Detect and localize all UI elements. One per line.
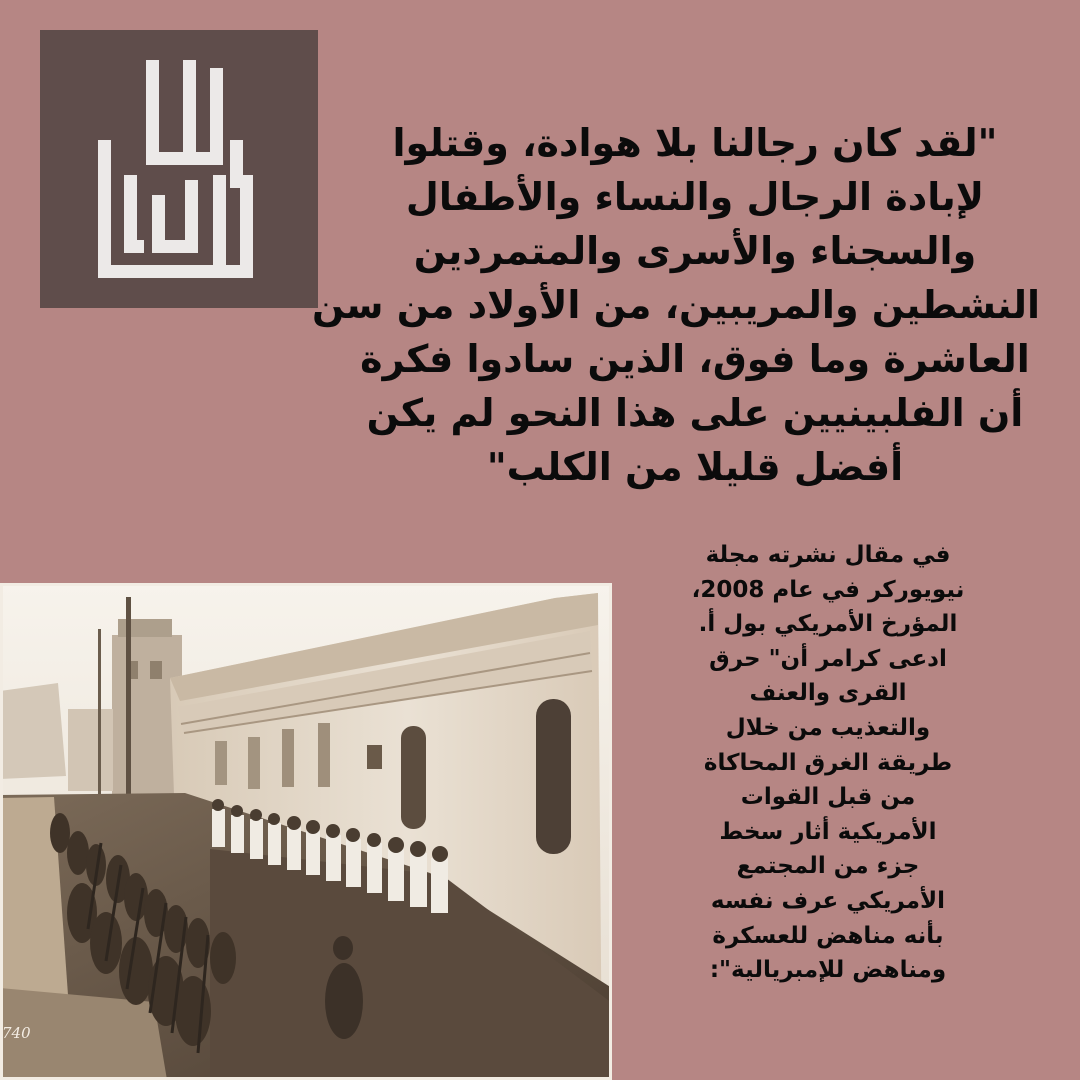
caption-line: المؤرخ الأمريكي بول أ. [698,611,958,638]
caption-line: الأمريكي عرف نفسه [710,887,946,914]
logo [40,30,318,308]
caption-line: والتعذيب من خلال [725,714,931,741]
caption-line: ومناهض للإمبريالية": [709,957,947,984]
caption-line: الأمريكية أثار سخط [719,818,937,845]
caption-line: بأنه مناهض للعسكرة [712,922,944,949]
photo-scene-illustration [0,583,612,1080]
photo-number: 740 [2,1024,31,1042]
caption-line: جزء من المجتمع [736,853,920,880]
quote-line: لإبادة الرجال والنساء والأطفال [405,175,985,219]
quote-line: "لقد كان رجالنا بلا هوادة، وقتلوا [392,121,998,165]
caption-line: في مقال نشرته مجلة [705,542,951,568]
calligraphy-logo-icon [40,30,318,308]
quote-line: أفضل قليلا من الكلب" [486,445,904,489]
caption-line: طريقة الغرق المحاكاة [703,749,953,776]
quote-line: والسجناء والأسرى والمتمردين [413,229,977,273]
quote-line: أن الفلبينيين على هذا النحو لم يكن [366,391,1024,435]
caption-line: نيويوركر في عام 2008، [691,576,965,603]
quote-line: العاشرة وما فوق، الذين سادوا فكرة [360,337,1030,381]
caption-line: ادعى كرامر أن" حرق [709,645,947,672]
caption-line: القرى والعنف [749,680,907,707]
historical-photo [0,583,612,1080]
caption-text [630,538,1026,988]
caption-line: من قبل القوات [740,784,916,811]
quote-text [311,116,1040,494]
quote-line: النشطين والمريبين، من الأولاد من سن [311,283,1040,327]
